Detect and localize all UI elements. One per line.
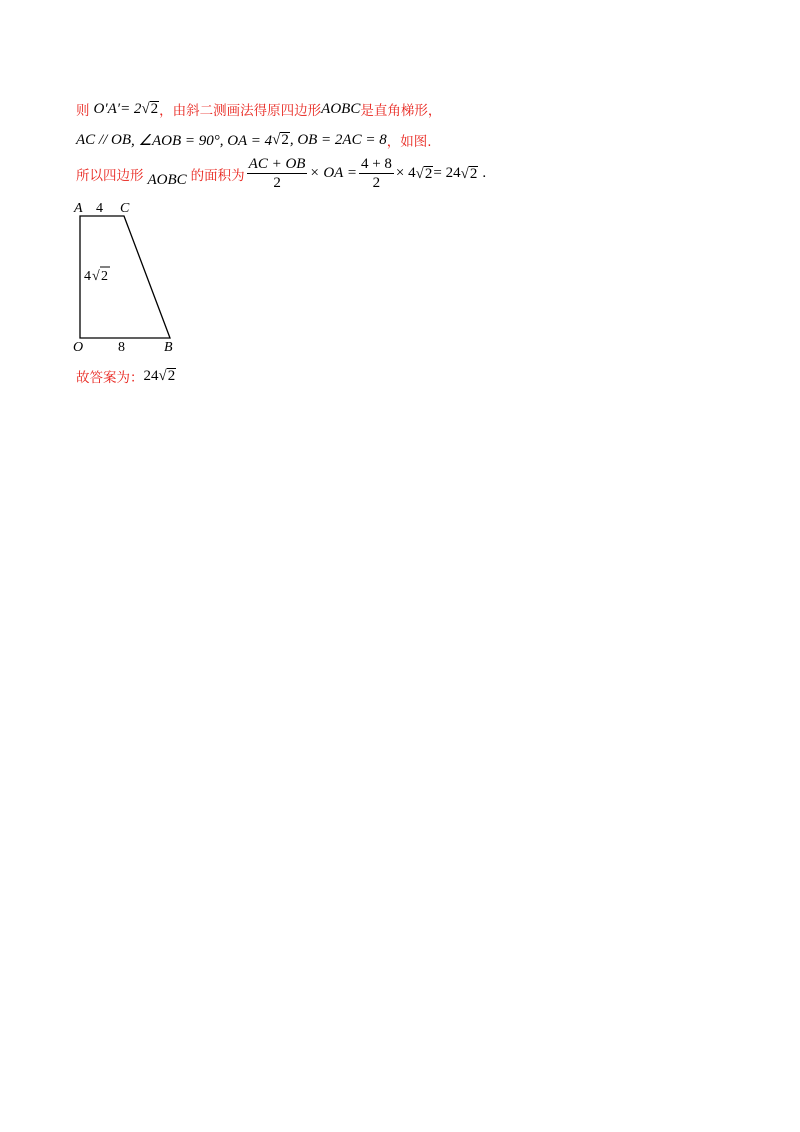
frac2-numerator: 4 + 8 [360, 156, 392, 172]
solution-line-2 [76, 130, 432, 150]
line1-suffix: 是直角梯形， [360, 103, 442, 119]
line2-sqrt: √ 2 [272, 132, 289, 148]
line3-prefix: 所以四边形 [76, 167, 144, 184]
label-b: B [164, 340, 173, 354]
line3-eq: = 24 [433, 165, 461, 181]
answer-sqrt: √ 2 [158, 368, 176, 384]
line1-text: ，由斜二测画法得原四边形 [159, 103, 322, 119]
line1-rad: 2 [150, 101, 159, 117]
line1-sqrt: √ 2 [141, 101, 159, 117]
line1-prefix: 则 [76, 103, 90, 119]
answer-value: 24 [143, 367, 159, 384]
label-side-rad: 2 [101, 269, 108, 284]
line1-shape: AOBC [321, 100, 361, 117]
fraction-4-plus-8 [359, 156, 394, 191]
line2-suffix: ，如图. [386, 134, 432, 150]
line3-times-4: × 4 [395, 165, 416, 181]
solution-line-3 [76, 156, 486, 191]
label-top-length: 4 [96, 201, 103, 216]
answer-line [76, 366, 176, 386]
line2-ob: , OB = 2AC = 8 [289, 131, 387, 148]
line3-middle: 的面积为 [190, 167, 245, 184]
line3-sqrt-1: √ 2 [415, 165, 433, 182]
solution-line-1 [76, 99, 441, 119]
line3-rad2: 2 [469, 165, 478, 182]
label-side-coef: 4 [84, 269, 91, 284]
line3-end: . [482, 165, 487, 181]
line3-shape: AOBC [147, 172, 187, 188]
line1-eq: = 2 [120, 100, 142, 117]
line2-rad: 2 [281, 132, 289, 148]
frac1-numerator: AC + OB [248, 156, 306, 172]
label-o: O [73, 340, 84, 354]
answer-label: 故答案为： [76, 370, 144, 386]
line2-angle: , ∠AOB = 90°, OA = 4 [131, 132, 273, 149]
label-bottom-length: 8 [118, 340, 125, 354]
line3-times-oa: × OA = [309, 165, 357, 181]
line2-parallel: AC // OB [76, 131, 131, 148]
line1-lhs: O′A′ [93, 100, 121, 117]
frac1-denominator: 2 [273, 175, 281, 191]
answer-rad: 2 [167, 368, 176, 384]
trapezoid-figure [70, 198, 190, 354]
label-c: C [120, 201, 130, 216]
frac2-denominator: 2 [372, 175, 381, 191]
fraction-ac-plus-ob [247, 156, 308, 191]
line3-rad1: 2 [424, 165, 433, 182]
label-side-radical-sign: √ [92, 269, 100, 284]
line3-sqrt-2: √ 2 [460, 165, 478, 182]
label-a: A [74, 201, 83, 216]
